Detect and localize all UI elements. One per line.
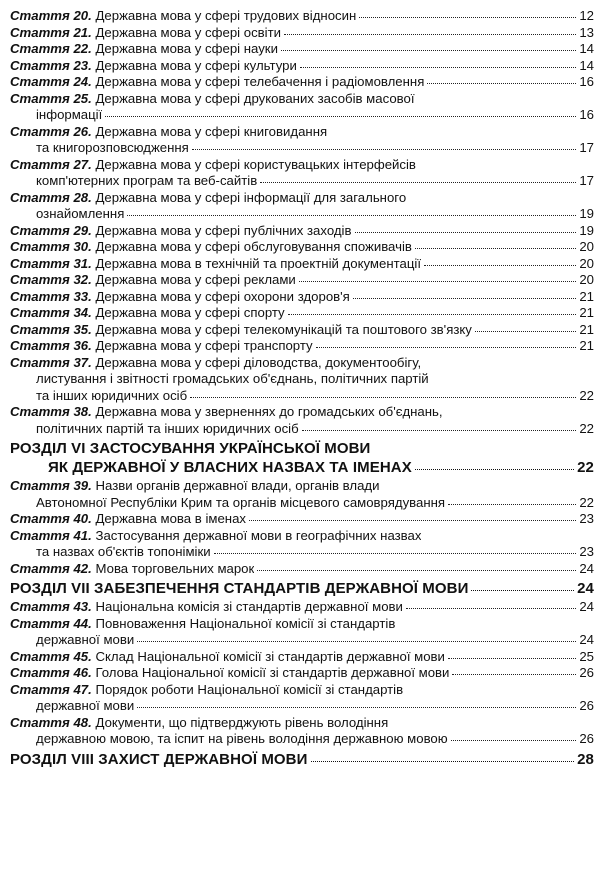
entry-title: Державна мова у сфері книговидання [95,123,328,139]
toc-line [10,421,594,438]
toc-line [10,561,594,578]
toc-line [10,665,594,682]
dot-leader [190,396,576,398]
dot-leader [300,66,576,68]
article-label: Стаття 20. [10,8,92,23]
toc-entry [10,478,594,511]
dot-leader [448,503,576,505]
toc-line [10,157,594,174]
toc-entry [10,91,594,124]
toc-entry [10,74,594,91]
dot-leader [415,468,574,470]
dot-leader [451,739,577,741]
toc-line [10,239,594,256]
toc-entry [10,157,594,190]
page-number: 17 [579,140,594,155]
page-number: 22 [577,459,594,476]
page-number: 26 [579,731,594,746]
toc-line [10,8,594,25]
entry-title: Порядок роботи Національної комісії зі стандартів [95,681,404,697]
toc-line [10,750,594,769]
article-label: Стаття 22. [10,41,92,56]
dot-leader [415,247,576,249]
entry-title: Документи, що підтверджують рівень володіння [95,714,389,730]
toc-entry [10,715,594,748]
toc-line [10,682,594,699]
dot-leader [299,280,577,282]
article-label: Стаття 35. [10,321,92,337]
article-label: Стаття 44. [10,615,92,631]
page-number: 28 [577,750,594,768]
toc-line [10,223,594,240]
page-number: 26 [579,665,594,680]
entry-title: Державна мова у сфері діловодства, документообігу, [95,354,422,370]
entry-title: Застосування державної мови в географічних назвах [95,527,422,543]
toc-section-heading [10,579,594,598]
entry-title: листування і звітності громадських об'єднань, політичних партій [36,371,429,386]
entry-title: Державна мова у зверненнях до громадських об'єднань, [95,404,443,419]
dot-leader [452,673,576,675]
page-number: 23 [579,511,594,526]
toc-line [10,599,594,616]
page-number: 21 [579,338,594,353]
dot-leader [137,640,576,642]
article-label: Стаття 47. [10,681,92,697]
article-label: Стаття 42. [10,560,92,576]
entry-title: Державна мова у сфері публічних заходів [95,222,352,238]
entry-title: Державна мова у сфері трудових відносин [95,8,357,23]
toc-entry [10,41,594,58]
toc-line [10,256,594,273]
page-number: 25 [579,648,594,664]
article-label: Стаття 45. [10,648,92,664]
entry-title: Голова Національної комісії зі стандартів державної мови [95,665,450,680]
toc-line [10,439,594,458]
entry-title: Автономної Республіки Крим та органів місцевого самоврядування [36,494,446,510]
dot-leader [105,115,576,117]
dot-leader [281,49,576,51]
toc-line [10,58,594,75]
entry-title: Назви органів державної влади, органів влади [95,478,380,493]
toc-line [10,579,594,598]
toc-entry [10,58,594,75]
entry-title: Державна мова у сфері транспорту [95,338,313,353]
entry-title: Державна мова у сфері спорту [95,305,285,320]
entry-title: та інших юридичних осіб [36,387,188,403]
entry-title: комп'ютерних програм та веб-сайтів [36,173,258,188]
dot-leader [257,569,576,571]
toc-entry [10,289,594,306]
toc-line [10,715,594,732]
toc-entry [10,8,594,25]
article-label: Стаття 28. [10,189,92,205]
toc-line [10,616,594,633]
toc-line [10,74,594,91]
entry-title: ознайомлення [36,206,125,221]
toc-line [10,528,594,545]
article-label: Стаття 48. [10,714,92,730]
page-number: 14 [579,57,594,73]
page-number: 20 [579,272,594,287]
page-number: 16 [579,74,594,89]
article-label: Стаття 25. [10,90,92,106]
toc-section-heading [10,439,594,477]
article-label: Стаття 37. [10,354,92,370]
entry-title: політичних партій та інших юридичних осіб [36,420,299,436]
toc-entry [10,355,594,405]
toc-line [10,140,594,157]
article-label: Стаття 30. [10,239,92,254]
page-number: 23 [579,544,594,559]
page-number: 22 [579,387,594,403]
dot-leader [316,346,577,348]
article-label: Стаття 36. [10,338,92,353]
dot-leader [424,264,576,266]
section-title: РОЗДІЛ VII ЗАБЕЗПЕЧЕННЯ СТАНДАРТІВ ДЕРЖАВНОЇ МОВИ [10,580,469,597]
article-label: Стаття 26. [10,123,92,139]
toc-entry [10,305,594,322]
toc-entry [10,599,594,616]
page-number: 21 [579,321,594,337]
dot-leader [127,214,576,216]
page-number: 24 [579,560,594,576]
toc-entry [10,649,594,666]
page-number: 24 [577,580,594,597]
entry-title: Склад Національної комісії зі стандартів державної мови [95,648,445,664]
page-number: 19 [579,222,594,238]
toc-line [10,511,594,528]
page-number: 20 [579,255,594,271]
dot-leader [288,313,577,315]
toc-line [10,91,594,108]
article-label: Стаття 23. [10,57,92,73]
entry-title: Державна мова у сфері культури [95,57,297,73]
toc-line [10,289,594,306]
entry-title: Державна мова у сфері телебачення і радіомовлення [95,74,425,89]
toc-line [10,338,594,355]
article-label: Стаття 34. [10,305,92,320]
entry-title: та книгорозповсюдження [36,140,189,155]
dot-leader [406,607,576,609]
toc-entry [10,25,594,42]
entry-title: Державна мова у сфері користувацьких інтерфейсів [95,156,416,172]
page-number: 12 [579,8,594,23]
entry-title: та назвах об'єктів топоніміки [36,544,211,559]
entry-title: Державна мова у сфері реклами [95,272,296,287]
dot-leader [302,429,577,431]
dot-leader [311,760,575,762]
page-number: 16 [579,107,594,122]
toc-line [10,649,594,666]
article-label: Стаття 43. [10,599,92,614]
entry-title: Державна мова у сфері інформації для загального [95,189,407,205]
section-title: РОЗДІЛ VIII ЗАХИСТ ДЕРЖАВНОЇ МОВИ [10,750,308,768]
toc-line [10,478,594,495]
toc-line [10,404,594,421]
dot-leader [284,33,576,35]
toc-entry [10,239,594,256]
toc-entry [10,528,594,561]
entry-title: Національна комісія зі стандартів державної мови [95,599,403,614]
article-label: Стаття 29. [10,222,92,238]
table-of-contents [10,8,594,770]
dot-leader [249,519,576,521]
entry-title: Державна мова у сфері обслуговування споживачів [95,239,412,254]
toc-entry [10,616,594,649]
toc-entry [10,190,594,223]
toc-entry [10,272,594,289]
dot-leader [260,181,576,183]
toc-line [10,124,594,141]
article-label: Стаття 41. [10,527,92,543]
toc-line [10,698,594,715]
page-number: 17 [579,173,594,188]
toc-line [10,388,594,405]
toc-entry [10,561,594,578]
article-label: Стаття 24. [10,74,92,89]
toc-entry [10,511,594,528]
dot-leader [137,706,576,708]
toc-line [10,731,594,748]
toc-entry [10,322,594,339]
page-number: 26 [579,698,594,713]
toc-line [10,355,594,372]
page-number: 20 [579,239,594,254]
page-number: 22 [579,494,594,510]
dot-leader [471,589,574,591]
page-number: 21 [579,288,594,304]
article-label: Стаття 27. [10,156,92,172]
entry-title: Мова торговельних марок [95,560,255,576]
toc-line [10,305,594,322]
article-label: Стаття 38. [10,404,92,419]
dot-leader [359,16,576,18]
article-label: Стаття 40. [10,511,92,526]
dot-leader [448,657,576,659]
toc-line [10,206,594,223]
toc-line [10,272,594,289]
page-number: 14 [579,41,594,56]
entry-title: державною мовою, та іспит на рівень володіння державною мовою [36,731,448,746]
dot-leader [427,82,576,84]
entry-title: державної мови [36,632,135,647]
entry-title: інформації [36,107,103,122]
entry-title: Державна мова у сфері телекомунікацій та поштового зв'язку [95,321,472,337]
toc-entry [10,223,594,240]
entry-title: Повноваження Національної комісії зі стандартів [95,615,396,631]
entry-title: Державна мова у сфері освіти [95,24,282,40]
article-label: Стаття 31. [10,255,92,271]
entry-title: Державна мова в технічній та проектній документації [95,255,421,271]
toc-line [10,632,594,649]
page-number: 24 [579,632,594,647]
toc-line [10,458,594,477]
toc-entry [10,665,594,682]
entry-title: державної мови [36,698,135,713]
entry-title: Державна мова у сфері друкованих засобів масової [95,90,415,106]
toc-entry [10,124,594,157]
toc-entry [10,256,594,273]
article-label: Стаття 46. [10,665,92,680]
dot-leader [355,231,577,233]
entry-title: Державна мова в іменах [95,511,246,526]
article-label: Стаття 39. [10,478,92,493]
toc-line [10,322,594,339]
toc-entry [10,682,594,715]
page-number: 19 [579,206,594,221]
toc-line [10,544,594,561]
toc-section-heading [10,750,594,769]
toc-line [10,190,594,207]
toc-entry [10,338,594,355]
section-title: РОЗДІЛ VI ЗАСТОСУВАННЯ УКРАЇНСЬКОЇ МОВИ [10,440,371,457]
toc-line [10,107,594,124]
dot-leader [214,552,577,554]
entry-title: Державна мова у сфері науки [95,41,278,56]
dot-leader [475,330,576,332]
section-title: ЯК ДЕРЖАВНОЇ У ВЛАСНИХ НАЗВАХ ТА ІМЕНАХ [48,459,412,476]
article-label: Стаття 33. [10,288,92,304]
toc-line [10,495,594,512]
entry-title: Державна мова у сфері охорони здоров'я [95,288,350,304]
page-number: 13 [579,24,594,40]
toc-line [10,41,594,58]
page-number: 21 [579,305,594,320]
dot-leader [192,148,577,150]
page-number: 22 [579,420,594,436]
dot-leader [353,297,577,299]
page-number: 24 [579,599,594,614]
article-label: Стаття 32. [10,272,92,287]
toc-line [10,173,594,190]
toc-entry [10,404,594,437]
toc-line [10,25,594,42]
article-label: Стаття 21. [10,24,92,40]
toc-line [10,371,594,388]
